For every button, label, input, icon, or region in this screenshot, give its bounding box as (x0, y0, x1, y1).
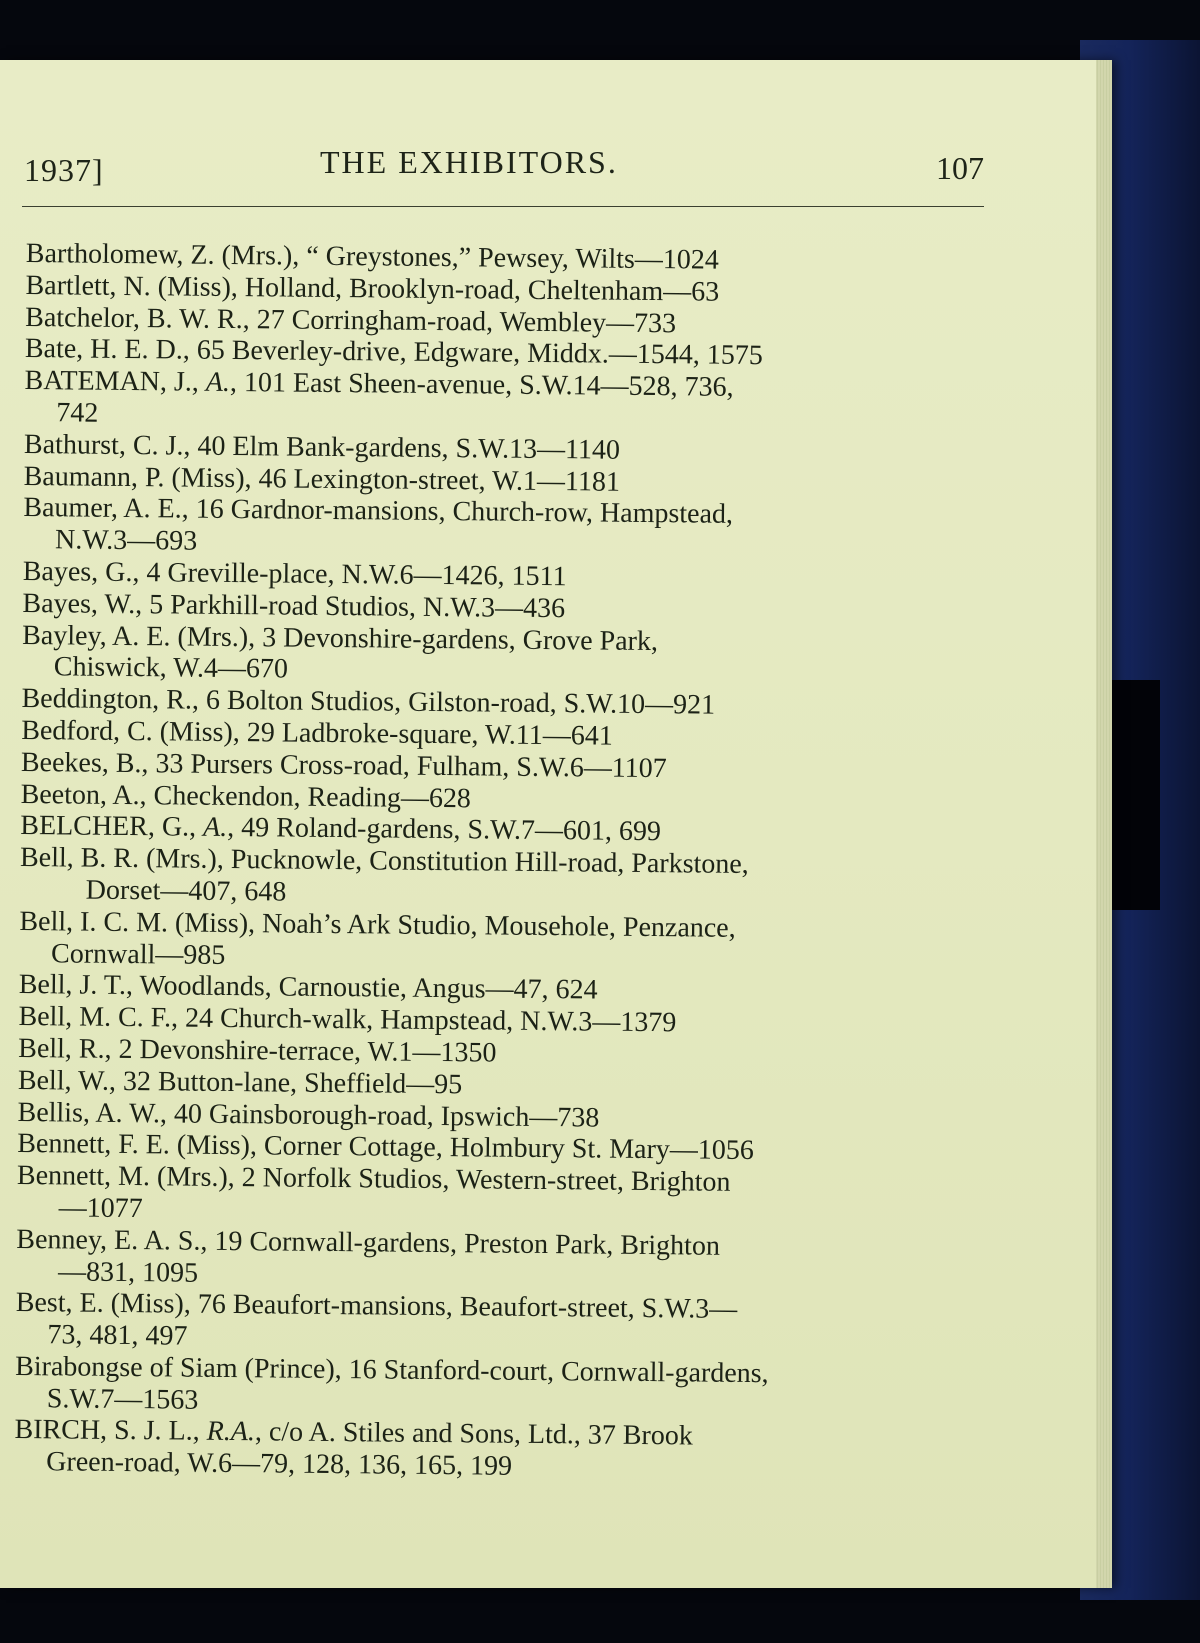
list-item-continuation: 742 (56, 397, 99, 429)
list-item: Bate, H. E. D., 65 Beverley-drive, Edgware, Middx.—1544, 1575 (24, 333, 764, 372)
list-item: Bell, J. T., Woodlands, Carnoustie, Angus—47, 624 (18, 969, 598, 1006)
running-header (24, 142, 984, 192)
list-item-continuation: N.W.3—693 (54, 524, 198, 557)
list-item: Bayley, A. E. (Mrs.), 3 Devonshire-gardens, Grove Park, (22, 619, 659, 657)
list-item-continuation: S.W.7—1563 (46, 1382, 199, 1416)
list-item: Beddington, R., 6 Bolton Studios, Gilston-road, S.W.10—921 (21, 683, 716, 721)
list-item: Best, E. (Miss), 76 Beaufort-mansions, Beaufort-street, S.W.3— (15, 1287, 738, 1326)
header-rule (22, 206, 984, 207)
list-item: Batchelor, B. W. R., 27 Corringham-road, Wembley—733 (25, 301, 677, 339)
list-item: Bathurst, C. J., 40 Elm Bank-gardens, S.W.13—1140 (23, 428, 621, 466)
list-item: BATEMAN, J., A., 101 East Sheen-avenue, S.W.14—528, 736, (24, 365, 734, 403)
list-item: Bartholomew, Z. (Mrs.), “ Greystones,” Pewsey, Wilts—1024 (25, 238, 720, 276)
list-item: Baumann, P. (Miss), 46 Lexington-street, W.1—1181 (23, 460, 621, 498)
list-item: Bayes, W., 5 Parkhill-road Studios, N.W.3—436 (22, 587, 566, 624)
list-item-continuation: —1077 (58, 1192, 143, 1225)
list-item-continuation: Chiswick, W.4—670 (53, 651, 289, 685)
list-item: Beeton, A., Checkendon, Reading—628 (20, 778, 472, 814)
list-item-continuation: Cornwall—985 (50, 937, 226, 971)
list-item: Benney, E. A. S., 19 Cornwall-gardens, Preston Park, Brighton (16, 1223, 721, 1262)
list-item: Bell, W., 32 Button-lane, Sheffield—95 (17, 1064, 463, 1100)
list-item: Bell, I. C. M. (Miss), Noah’s Ark Studio, Mousehole, Penzance, (19, 905, 736, 944)
page-number: 107 (936, 150, 984, 186)
list-item: BELCHER, G., A., 49 Roland-gardens, S.W.7—601, 699 (20, 810, 662, 848)
list-item-continuation: —831, 1095 (57, 1255, 199, 1289)
list-item-continuation: Green-road, W.6—79, 128, 136, 165, 199 (46, 1446, 513, 1483)
list-item: Bedford, C. (Miss), 29 Ladbroke-square, W.11—641 (21, 714, 613, 752)
page-title: THE EXHIBITORS. (320, 144, 618, 180)
list-item: Bell, M. C. F., 24 Church-walk, Hampstead, N.W.3—1379 (18, 1001, 677, 1039)
list-item: Bell, B. R. (Mrs.), Pucknowle, Constitution Hill-road, Parkstone, (19, 842, 749, 881)
exhibitor-list (14, 238, 1001, 1487)
list-item-continuation: 73, 481, 497 (47, 1319, 188, 1352)
list-item: BIRCH, S. J. L., R.A., c/o A. Stiles and Sons, Ltd., 37 Brook (14, 1414, 693, 1452)
list-item-continuation: Dorset—407, 648 (85, 874, 287, 908)
list-item: Baumer, A. E., 16 Gardnor-mansions, Church-row, Hampstead, (23, 492, 734, 531)
list-item: Bennett, F. E. (Miss), Corner Cottage, Holmbury St. Mary—1056 (17, 1128, 755, 1167)
list-item: Bennett, M. (Mrs.), 2 Norfolk Studios, Western-street, Brighton (16, 1160, 731, 1198)
list-item: Bell, R., 2 Devonshire-terrace, W.1—1350 (18, 1032, 497, 1069)
list-item: Bellis, A. W., 40 Gainsborough-road, Ipswich—738 (17, 1096, 600, 1134)
list-item: Bayes, G., 4 Greville-place, N.W.6—1426, 1511 (22, 555, 567, 593)
header-year: 1937] (24, 152, 104, 188)
list-item: Birabongse of Siam (Prince), 16 Stanford-court, Cornwall-gardens, (15, 1350, 769, 1390)
page-edges (1096, 60, 1112, 1588)
list-item: Bartlett, N. (Miss), Holland, Brooklyn-road, Cheltenham—63 (25, 269, 720, 308)
list-item: Beekes, B., 33 Pursers Cross-road, Fulham, S.W.6—1107 (20, 746, 667, 784)
